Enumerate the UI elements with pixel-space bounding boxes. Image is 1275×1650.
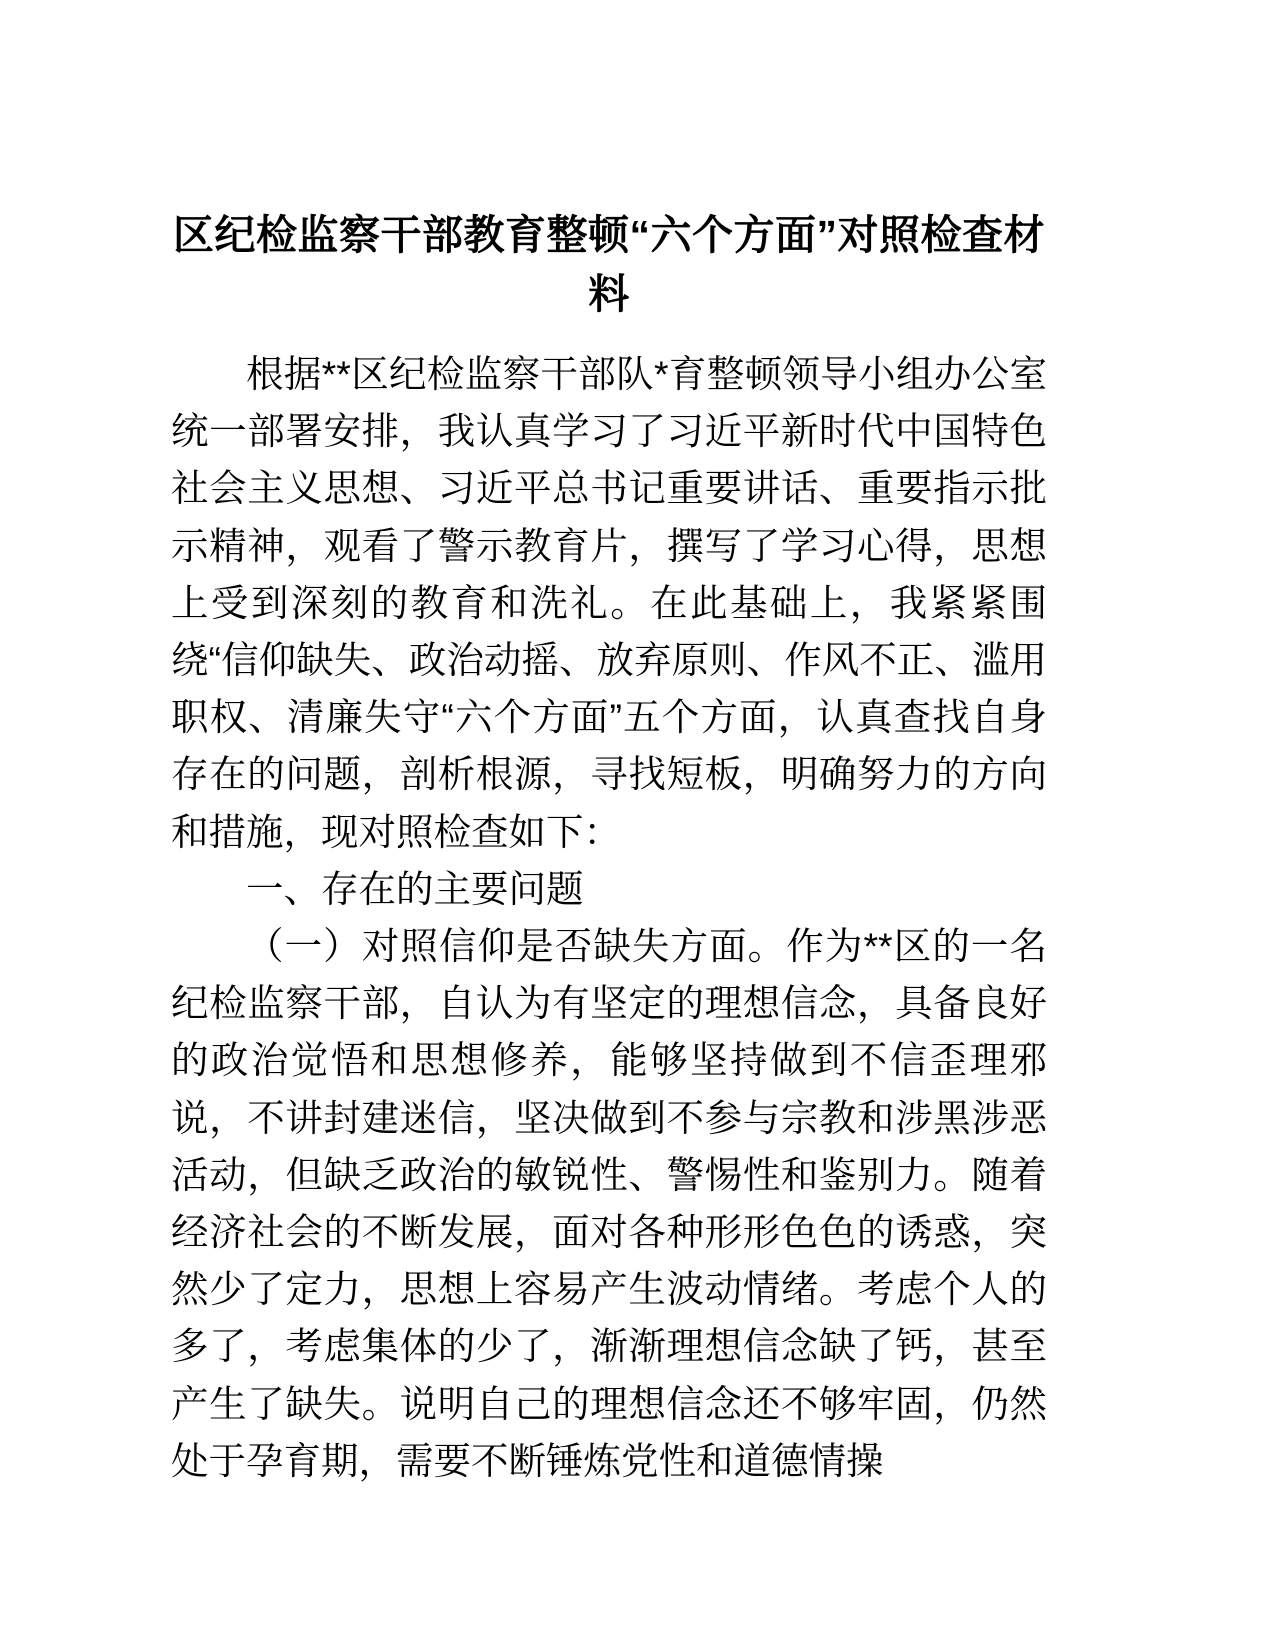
- section-heading-one: 一、存在的主要问题: [246, 867, 584, 910]
- paragraph-subsection-one: （一）对照信仰是否缺失方面。作为**区的一名纪检监察干部，自认为有坚定的理想信念，具备良好的政治觉悟和思想修养，能够坚持做到不信歪理邪说，不讲封建迷信，坚决做到不参与宗教和涉黑涉恶活动，但缺乏政治的敏锐性、警惕性和鉴别力。随着经济社会的不断发展，面对各种形形色色的诱惑，突然少了定力，思想上容易产生波动情绪。考虑个人的多了，考虑集体的少了，渐渐理想信念缺了钙，甚至产生了缺失。说明自己的理想信念还不够牢固，仍然处于孕育期，需要不断锤炼党性和道德情操: [171, 925, 1047, 1482]
- document-content: [171, 0, 1047, 1490]
- paragraph-intro: 根据**区纪检监察干部队*育整顿领导小组办公室统一部署安排，我认真学习了习近平新时代中国特色社会主义思想、习近平总书记重要讲话、重要指示批示精神，观看了警示教育片，撰写了学习心得，思想上受到深刻的教育和洗礼。在此基础上，我紧紧围绕“信仰缺失、政治动摇、放弃原则、作风不正、滥用职权、清廉失守“六个方面”五个方面，认真查找自身存在的问题，剖析根源，寻找短板，明确努力的方向和措施，现对照检查如下：: [171, 353, 1047, 853]
- page-title: 区纪检监察干部教育整顿“六个方面”对照检查材料: [173, 212, 1045, 317]
